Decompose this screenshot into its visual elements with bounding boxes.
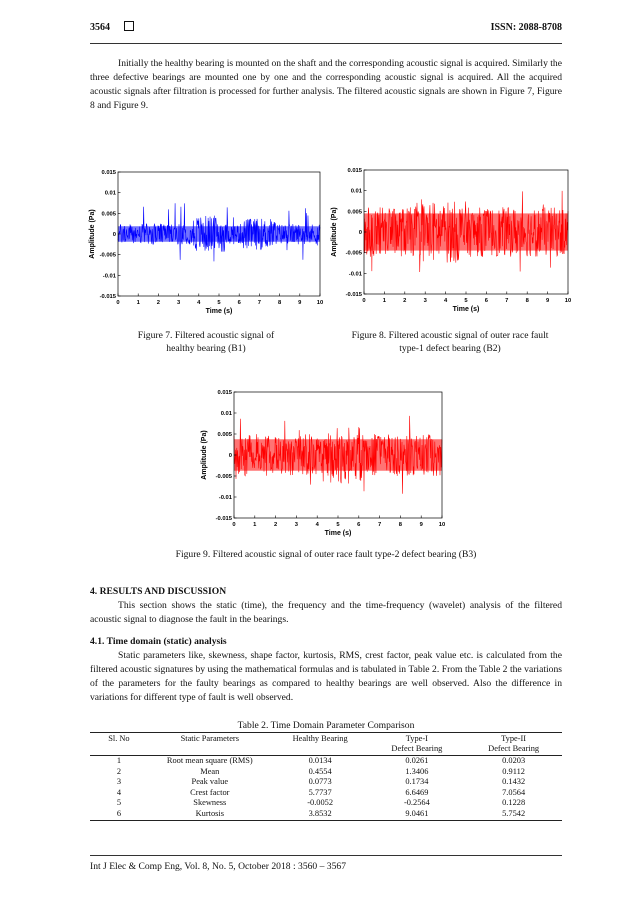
table-header-cell: Sl. No — [90, 733, 148, 756]
section-4-paragraph: This section shows the static (time), the frequency and the time-frequency (wavelet) analysis of the filtered acoustic signal to diagnose the fault in the bearings. — [90, 600, 562, 625]
table-header-row — [90, 733, 562, 756]
x-tick-label: 7 — [505, 298, 509, 304]
intro-paragraph: Initially the healthy bearing is mounted on the shaft and the corresponding acoustic signal is acquired. Similarly the three defective bearings are mounted one by one and the corresponding acoustic signal is acquired. All the acquired acoustic signals after filtration is processed for further analysis. The filtered acoustic signals are shown in Figure 7, Figure 8 and Figure 9. — [90, 58, 562, 111]
table-caption: Table 2. Time Domain Parameter Comparison — [237, 720, 415, 731]
y-axis-label: Amplitude (Pa) — [89, 209, 96, 259]
y-tick-label: -0.015 — [345, 292, 362, 298]
y-tick-label: -0.015 — [215, 516, 232, 522]
caption-line: type-1 defect bearing (B2) — [399, 343, 501, 354]
x-tick-label: 5 — [217, 300, 221, 306]
x-tick-label: 3 — [176, 300, 181, 306]
figure-7-caption — [96, 329, 316, 355]
y-tick-label: 0.015 — [217, 390, 232, 396]
x-tick-label: 3 — [423, 298, 427, 304]
y-axis-label: Amplitude (Pa) — [201, 430, 208, 480]
x-tick-label: 1 — [136, 300, 140, 306]
table-row: 5 Skewness -0.0052 -0.2564 0.1228 — [116, 798, 526, 808]
table-header-cell: Healthy Bearing — [272, 733, 369, 756]
table-header-cell: Type-II Defect Bearing — [465, 733, 562, 756]
x-tick-label: 5 — [336, 522, 340, 528]
figure-8-plot — [328, 158, 576, 318]
caption-line: Figure 7. Filtered acoustic signal of — [137, 330, 275, 341]
x-tick-label: 9 — [545, 298, 550, 304]
x-tick-label: 4 — [443, 298, 448, 304]
signal-band — [234, 439, 442, 471]
section-41-heading: 4.1. Time domain (static) analysis — [90, 636, 227, 647]
footer-rule — [90, 855, 562, 856]
signal-band — [364, 213, 568, 250]
table-row: 2 Mean 0.4554 1.3406 0.9112 — [116, 766, 525, 776]
x-tick-label: 9 — [419, 522, 423, 528]
figure-7-plot — [86, 160, 326, 320]
issn: ISSN: 2088-8708 — [490, 22, 562, 33]
table-header-cell: Static Parameters — [148, 733, 272, 756]
y-tick-label: 0.01 — [350, 188, 362, 195]
x-tick-label: 6 — [484, 298, 489, 304]
x-tick-label: 5 — [464, 298, 468, 304]
figure-8-caption — [326, 329, 574, 355]
table-row: 3 Peak value 0.0773 0.1734 0.1432 — [116, 777, 526, 787]
signal-band — [118, 226, 320, 242]
x-axis-label: Time (s) — [205, 308, 233, 315]
y-tick-label: -0.005 — [99, 252, 116, 259]
x-tick-label: 10 — [316, 300, 324, 306]
y-tick-label: 0.005 — [217, 432, 232, 438]
x-tick-label: 2 — [403, 298, 407, 304]
x-tick-label: 3 — [294, 522, 299, 528]
x-tick-label: 1 — [382, 298, 387, 304]
x-tick-label: 10 — [564, 298, 572, 304]
x-tick-label: 4 — [197, 300, 201, 306]
x-tick-label: 4 — [315, 522, 319, 528]
y-tick-label: 0.005 — [101, 211, 116, 218]
x-tick-label: 9 — [298, 300, 302, 306]
y-tick-label: -0.005 — [345, 250, 362, 257]
x-tick-label: 0 — [116, 300, 120, 306]
x-tick-label: 6 — [237, 300, 241, 306]
table-row: 1 Root mean square (RMS) 0.0134 0.0261 0.0203 — [116, 756, 526, 765]
y-tick-label: 0.01 — [104, 190, 116, 197]
caption-line: Figure 8. Filtered acoustic signal of outer race fault — [351, 330, 549, 341]
y-tick-label: -0.01 — [102, 273, 116, 280]
parameter-table — [90, 732, 562, 821]
x-tick-label: 0 — [232, 522, 236, 528]
y-tick-label: 0 — [358, 230, 362, 236]
x-tick-label: 2 — [273, 522, 278, 528]
figure-9-plot — [198, 380, 450, 540]
x-tick-label: 0 — [362, 298, 366, 304]
y-tick-label: 0.015 — [101, 170, 116, 176]
table-row: 4 Crest factor 5.7737 6.6469 7.0564 — [116, 787, 526, 797]
x-tick-label: 8 — [525, 298, 529, 304]
y-tick-label: 0 — [228, 453, 232, 459]
x-axis-label: Time (s) — [324, 530, 352, 537]
x-axis-label: Time (s) — [452, 306, 480, 313]
x-tick-label: 8 — [277, 300, 282, 306]
x-tick-label: 7 — [257, 300, 262, 306]
y-tick-label: 0.005 — [347, 209, 362, 216]
y-tick-label: 0 — [112, 232, 116, 238]
table-row: 6 Kurtosis 3.8532 9.0461 5.7542 — [90, 809, 562, 820]
table-header-cell: Type-I Defect Bearing — [369, 733, 466, 756]
x-tick-label: 7 — [377, 522, 382, 528]
page-number: 3564 — [90, 22, 110, 33]
header-box-icon — [124, 21, 134, 31]
caption-line: healthy bearing (B1) — [166, 343, 246, 354]
x-tick-label: 2 — [156, 300, 161, 306]
figure-9-caption — [90, 548, 562, 561]
y-axis-label: Amplitude (Pa) — [331, 207, 338, 257]
x-tick-label: 1 — [253, 522, 257, 528]
section-4-heading: 4. RESULTS AND DISCUSSION — [90, 586, 227, 597]
y-tick-label: -0.005 — [215, 474, 232, 480]
x-tick-label: 10 — [438, 522, 446, 528]
x-tick-label: 6 — [357, 522, 361, 528]
y-tick-label: 0.015 — [347, 168, 362, 174]
x-tick-label: 8 — [398, 522, 403, 528]
y-tick-label: 0.01 — [220, 411, 232, 417]
y-tick-label: -0.01 — [218, 495, 232, 501]
section-41-paragraph: Static parameters like, skewness, shape factor, kurtosis, RMS, crest factor, peak value etc. is calculated from the filtered acoustic signatures by using the mathematical formulas and is tabulated in Table 2. From the Table 2 the variations of the parameters for the faulty bearings as compared to healthy bearings are well observed. Also the difference in variations for different type of fault is well observed. — [90, 650, 562, 703]
caption-line: Figure 9. Filtered acoustic signal of outer race fault type-2 defect bearing (B3) — [175, 549, 477, 560]
y-tick-label: -0.01 — [348, 271, 362, 278]
header-rule — [90, 43, 562, 44]
footer-citation: Int J Elec & Comp Eng, Vol. 8, No. 5, October 2018 : 3560 – 3567 — [90, 861, 346, 872]
y-tick-label: -0.015 — [99, 294, 116, 300]
